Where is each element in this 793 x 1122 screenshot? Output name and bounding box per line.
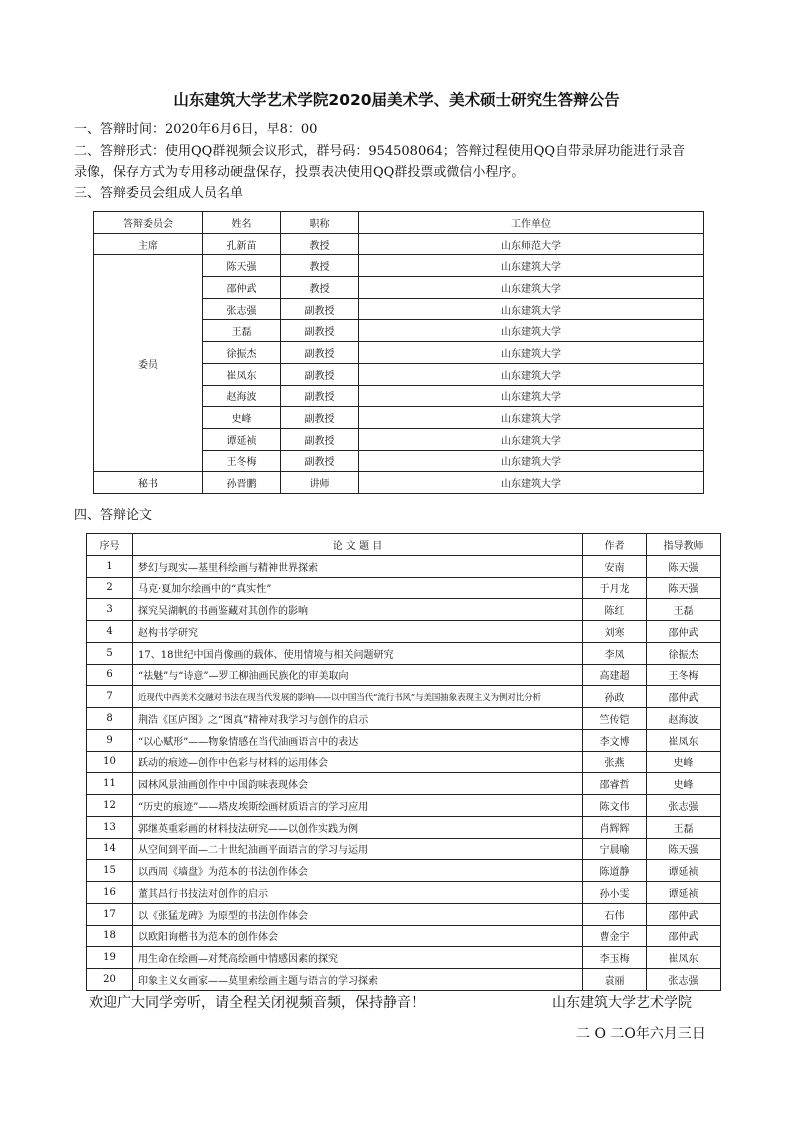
- thesis-title: 赵构书学研究: [133, 621, 583, 643]
- footer-date: 二 O 二O年六月三日: [576, 1026, 706, 1042]
- committee-header-row: [94, 212, 704, 234]
- thesis-title: “历史的痕迹”——塔皮埃斯绘画材质语言的学习应用: [133, 795, 583, 817]
- thesis-advisor: 邵仲武: [647, 621, 721, 643]
- thesis-author: 陈道静: [583, 860, 647, 882]
- thesis-advisor: 史峰: [647, 751, 721, 773]
- committee-member-name: 谭延祯: [203, 428, 281, 450]
- thesis-advisor: 陈天强: [647, 838, 721, 860]
- committee-member-unit: 山东师范大学: [359, 233, 704, 255]
- committee-member-unit: 山东建筑大学: [359, 363, 704, 385]
- thesis-advisor: 邵仲武: [647, 925, 721, 947]
- thesis-no: 3: [87, 599, 133, 621]
- thesis-title: 梦幻与现实—基里科绘画与精神世界探索: [133, 555, 583, 577]
- thesis-row: [87, 816, 721, 838]
- thesis-no: 20: [87, 969, 133, 991]
- committee-member-name: 王冬梅: [203, 450, 281, 472]
- committee-member-name: 史峰: [203, 407, 281, 429]
- thesis-no: 19: [87, 947, 133, 969]
- thesis-author: 高建超: [583, 664, 647, 686]
- committee-member-rank: 副教授: [281, 428, 359, 450]
- committee-member-rank: 教授: [281, 255, 359, 277]
- thesis-advisor: 赵海波: [647, 708, 721, 730]
- committee-heading: 三、答辩委员会组成人员名单: [74, 186, 244, 201]
- thesis-author: 陈文伟: [583, 795, 647, 817]
- thesis-row: [87, 599, 721, 621]
- thesis-no: 17: [87, 903, 133, 925]
- thesis-row: [87, 860, 721, 882]
- committee-row: [94, 255, 704, 277]
- thesis-author: 于月龙: [583, 577, 647, 599]
- thesis-author: 孙小雯: [583, 882, 647, 904]
- committee-member-rank: 副教授: [281, 385, 359, 407]
- thesis-author: 陈红: [583, 599, 647, 621]
- thesis-author: 邵睿哲: [583, 773, 647, 795]
- committee-member-unit: 山东建筑大学: [359, 450, 704, 472]
- thesis-row: [87, 751, 721, 773]
- committee-member-name: 邵仲武: [203, 277, 281, 299]
- thesis-advisor: 邵仲武: [647, 686, 721, 708]
- thesis-no: 13: [87, 816, 133, 838]
- thesis-title-header: 论 文 题 目: [133, 534, 583, 556]
- committee-role-label: 秘书: [94, 472, 203, 494]
- committee-role-header: 答辩委员会: [94, 212, 203, 234]
- thesis-no: 11: [87, 773, 133, 795]
- thesis-no: 1: [87, 555, 133, 577]
- thesis-advisor: 陈天强: [647, 555, 721, 577]
- thesis-no: 10: [87, 751, 133, 773]
- thesis-no: 14: [87, 838, 133, 860]
- thesis-title: 17、18世纪中国肖像画的载体、使用情境与相关问题研究: [133, 642, 583, 664]
- thesis-no: 8: [87, 708, 133, 730]
- defense-form-line2: 录像，保存方式为专用移动硬盘保存，投票表决使用QQ群投票或微信小程序。: [74, 165, 525, 180]
- thesis-advisor: 谭延祯: [647, 860, 721, 882]
- thesis-title: 印象主义女画家——莫里索绘画主题与语言的学习探索: [133, 969, 583, 991]
- theses-header-row: [87, 534, 721, 556]
- thesis-row: [87, 664, 721, 686]
- thesis-title: 董其昌行书技法对创作的启示: [133, 882, 583, 904]
- thesis-row: [87, 577, 721, 599]
- committee-member-name: 赵海波: [203, 385, 281, 407]
- thesis-advisor: 谭延祯: [647, 882, 721, 904]
- thesis-title: 郭继英重彩画的材料技法研究——以创作实践为例: [133, 816, 583, 838]
- committee-role-label: 主席: [94, 233, 203, 255]
- committee-member-unit: 山东建筑大学: [359, 407, 704, 429]
- committee-member-unit: 山东建筑大学: [359, 342, 704, 364]
- committee-member-name: 张志强: [203, 298, 281, 320]
- thesis-author: 李凤: [583, 642, 647, 664]
- thesis-advisor: 崔凤东: [647, 947, 721, 969]
- committee-member-rank: 教授: [281, 233, 359, 255]
- thesis-title: 荆浩《匡庐图》之“图真”精神对我学习与创作的启示: [133, 708, 583, 730]
- thesis-no: 9: [87, 729, 133, 751]
- thesis-author: 安南: [583, 555, 647, 577]
- theses-table: [86, 533, 721, 991]
- committee-member-unit: 山东建筑大学: [359, 385, 704, 407]
- committee-name-header: 姓名: [203, 212, 281, 234]
- committee-member-name: 徐振杰: [203, 342, 281, 364]
- thesis-title: 从空间到平面—二十世纪油画平面语言的学习与运用: [133, 838, 583, 860]
- thesis-advisor: 王磊: [647, 816, 721, 838]
- thesis-row: [87, 621, 721, 643]
- thesis-row: [87, 795, 721, 817]
- thesis-row: [87, 686, 721, 708]
- thesis-no: 18: [87, 925, 133, 947]
- committee-member-rank: 副教授: [281, 450, 359, 472]
- thesis-advisor: 崔凤东: [647, 729, 721, 751]
- committee-member-name: 孔新苗: [203, 233, 281, 255]
- committee-member-unit: 山东建筑大学: [359, 298, 704, 320]
- thesis-title: 园林风景油画创作中中国韵味表现体会: [133, 773, 583, 795]
- thesis-author: 李文博: [583, 729, 647, 751]
- thesis-author-header: 作者: [583, 534, 647, 556]
- thesis-no: 6: [87, 664, 133, 686]
- thesis-author: 袁丽: [583, 969, 647, 991]
- committee-unit-header: 工作单位: [359, 212, 704, 234]
- committee-member-name: 王磊: [203, 320, 281, 342]
- committee-member-unit: 山东建筑大学: [359, 472, 704, 494]
- thesis-row: [87, 882, 721, 904]
- theses-heading: 四、答辩论文: [74, 508, 153, 523]
- thesis-no: 7: [87, 686, 133, 708]
- committee-member-unit: 山东建筑大学: [359, 255, 704, 277]
- thesis-author: 曹金宇: [583, 925, 647, 947]
- thesis-title: “以心赋形”——物象情感在当代油画语言中的表达: [133, 729, 583, 751]
- committee-member-rank: 副教授: [281, 342, 359, 364]
- committee-member-rank: 副教授: [281, 363, 359, 385]
- footer-notice: 欢迎广大同学旁听，请全程关闭视频音频，保持静音！: [89, 995, 425, 1011]
- thesis-no: 2: [87, 577, 133, 599]
- thesis-title: 马克·夏加尔绘画中的“真实性”: [133, 577, 583, 599]
- committee-member-rank: 副教授: [281, 298, 359, 320]
- thesis-title: 跃动的痕迹—创作中色彩与材料的运用体会: [133, 751, 583, 773]
- thesis-advisor-header: 指导教师: [647, 534, 721, 556]
- thesis-no-header: 序号: [87, 534, 133, 556]
- thesis-advisor: 王冬梅: [647, 664, 721, 686]
- committee-member-rank: 教授: [281, 277, 359, 299]
- committee-member-rank: 副教授: [281, 320, 359, 342]
- thesis-advisor: 张志强: [647, 795, 721, 817]
- thesis-no: 4: [87, 621, 133, 643]
- footer-org: 山东建筑大学艺术学院: [552, 995, 692, 1011]
- thesis-advisor: 史峰: [647, 773, 721, 795]
- thesis-title: 以欧阳询楷书为范本的创作体会: [133, 925, 583, 947]
- thesis-author: 竺传铠: [583, 708, 647, 730]
- thesis-title: 用生命在绘画—对梵高绘画中情感因素的探究: [133, 947, 583, 969]
- thesis-author: 刘寒: [583, 621, 647, 643]
- thesis-title: 探究吴湖帆的书画鉴藏对其创作的影响: [133, 599, 583, 621]
- defense-form-line1: 二、答辩形式：使用QQ群视频会议形式，群号码：954508064；答辩过程使用QQ自带录屏功能进行录音: [74, 144, 686, 159]
- committee-member-unit: 山东建筑大学: [359, 428, 704, 450]
- committee-member-name: 孙晋鹏: [203, 472, 281, 494]
- thesis-row: [87, 925, 721, 947]
- thesis-row: [87, 947, 721, 969]
- defense-time: 一、答辩时间：2020年6月6日，早8：00: [74, 122, 318, 137]
- committee-role-label: 委员: [94, 255, 203, 472]
- thesis-author: 李玉梅: [583, 947, 647, 969]
- thesis-author: 宁晨喻: [583, 838, 647, 860]
- thesis-author: 张燕: [583, 751, 647, 773]
- thesis-row: [87, 642, 721, 664]
- thesis-title: 以《张猛龙碑》为原型的书法创作体会: [133, 903, 583, 925]
- thesis-title: “祛魅”与“诗意”—罗工柳油画民族化的审美取向: [133, 664, 583, 686]
- thesis-title: 近现代中西美术交融对书法在现当代发展的影响——以中国当代“流行书风”与美国抽象表现主义为例对比分析: [133, 686, 583, 708]
- thesis-row: [87, 773, 721, 795]
- thesis-title: 以西周《墙盘》为范本的书法创作体会: [133, 860, 583, 882]
- thesis-advisor: 徐振杰: [647, 642, 721, 664]
- thesis-row: [87, 969, 721, 991]
- committee-table: [93, 211, 704, 494]
- thesis-advisor: 陈天强: [647, 577, 721, 599]
- thesis-no: 16: [87, 882, 133, 904]
- thesis-advisor: 王磊: [647, 599, 721, 621]
- committee-member-name: 崔凤东: [203, 363, 281, 385]
- thesis-no: 15: [87, 860, 133, 882]
- thesis-author: 孙政: [583, 686, 647, 708]
- thesis-row: [87, 555, 721, 577]
- committee-row: [94, 233, 704, 255]
- thesis-row: [87, 838, 721, 860]
- committee-member-name: 陈天强: [203, 255, 281, 277]
- thesis-advisor: 张志强: [647, 969, 721, 991]
- thesis-row: [87, 708, 721, 730]
- thesis-author: 肖辉辉: [583, 816, 647, 838]
- thesis-no: 5: [87, 642, 133, 664]
- thesis-row: [87, 903, 721, 925]
- thesis-row: [87, 729, 721, 751]
- committee-rank-header: 职称: [281, 212, 359, 234]
- thesis-no: 12: [87, 795, 133, 817]
- committee-member-rank: 副教授: [281, 407, 359, 429]
- committee-member-rank: 讲师: [281, 472, 359, 494]
- committee-member-unit: 山东建筑大学: [359, 277, 704, 299]
- thesis-advisor: 邵仲武: [647, 903, 721, 925]
- committee-row: [94, 472, 704, 494]
- page-title: 山东建筑大学艺术学院2020届美术学、美术硕士研究生答辩公告: [173, 91, 620, 109]
- thesis-author: 石伟: [583, 903, 647, 925]
- committee-member-unit: 山东建筑大学: [359, 320, 704, 342]
